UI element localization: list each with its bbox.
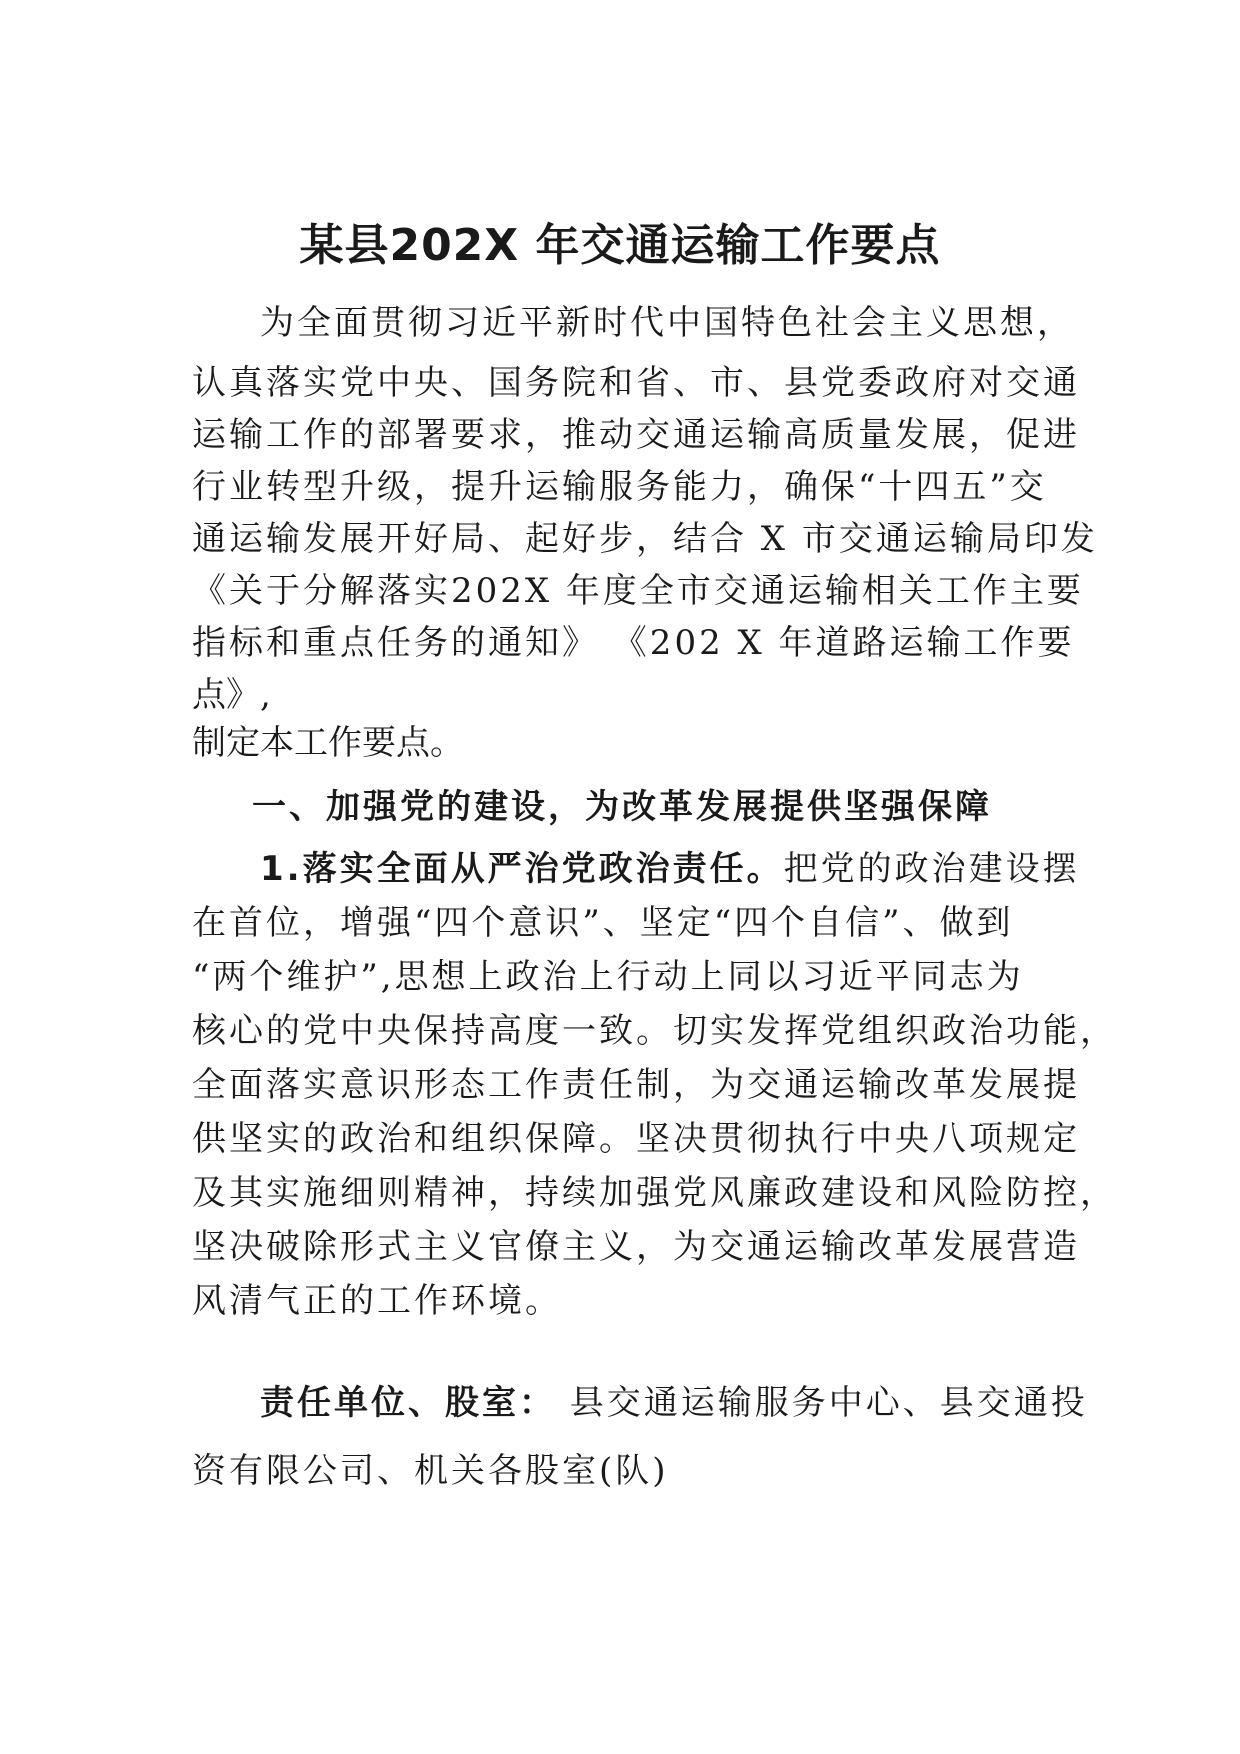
responsibility-units: 县交通运输服务中心、县交通投 bbox=[556, 1383, 1088, 1423]
responsibility-label: 责任单位、股室： bbox=[260, 1383, 556, 1423]
intro-line-2: 认真落实党中央、国务院和省、市、县党委政府对交通 bbox=[192, 363, 1080, 403]
intro-line-9: 制定本工作要点。 bbox=[192, 723, 464, 763]
document-title: 某县202X 年交通运输工作要点 bbox=[299, 220, 941, 271]
responsibility-line-2: 资有限公司、机关各股室(队) bbox=[192, 1451, 669, 1491]
item1-first-line bbox=[260, 846, 1080, 892]
intro-line-6: 《关于分解落实202X 年度全市交通运输相关工作主要 bbox=[192, 571, 1084, 611]
intro-line-8: 点》, bbox=[192, 675, 271, 715]
item1-line-2: 在首位，增强“四个意识”、坚定“四个自信”、做到 bbox=[192, 903, 1014, 943]
intro-line-5: 通运输发展开好局、起好步，结合 X 市交通运输局印发 bbox=[192, 519, 1098, 559]
item1-line-7: 及其实施细则精神，持续加强党风廉政建设和风险防控， bbox=[192, 1173, 1117, 1213]
item1-line-8: 坚决破除形式主义官僚主义，为交通运输改革发展营造 bbox=[192, 1227, 1080, 1267]
item1-first-line-rest: 把党的政治建设摆 bbox=[783, 849, 1080, 889]
item1-line-9: 风清气正的工作环境。 bbox=[192, 1281, 562, 1321]
item1-line-3: “两个维护”,思想上政治上行动上同以习近平同志为 bbox=[192, 957, 1024, 997]
item1-line-6: 供坚实的政治和组织保障。坚决贯彻执行中央八项规定 bbox=[192, 1119, 1080, 1159]
item1-lead: 1.落实全面从严治党政治责任。 bbox=[260, 849, 784, 889]
intro-line-1: 为全面贯彻习近平新时代中国特色社会主义思想， bbox=[260, 303, 1074, 343]
intro-line-7: 指标和重点任务的通知》 《202 X 年道路运输工作要 bbox=[192, 623, 1075, 663]
item1-line-4: 核心的党中央保持高度一致。切实发挥党组织政治功能， bbox=[192, 1011, 1117, 1051]
intro-line-4: 行业转型升级，提升运输服务能力，确保“十四五”交 bbox=[192, 467, 1047, 507]
item1-line-5: 全面落实意识形态工作责任制，为交通运输改革发展提 bbox=[192, 1065, 1080, 1105]
intro-line-3: 运输工作的部署要求，推动交通运输高质量发展，促进 bbox=[192, 415, 1080, 455]
responsibility-line-1 bbox=[260, 1380, 1088, 1426]
section-heading: 一、加强党的建设，为改革发展提供坚强保障 bbox=[252, 787, 992, 827]
